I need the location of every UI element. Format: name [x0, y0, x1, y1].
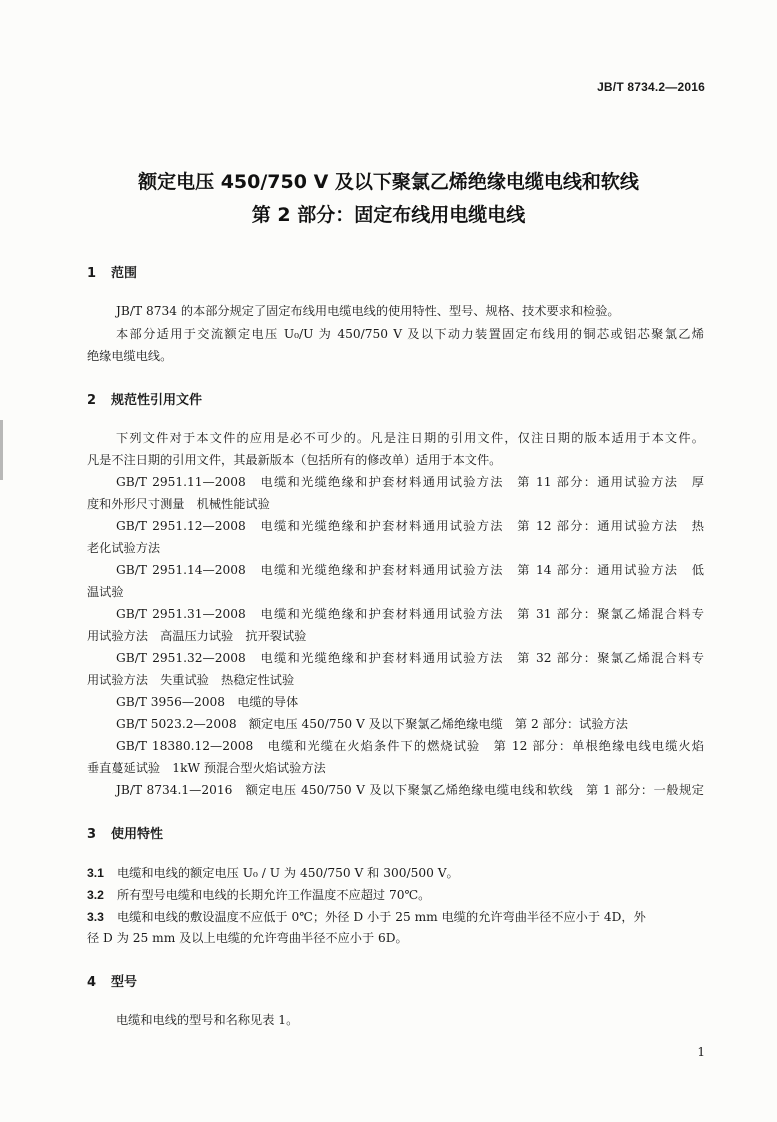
reference-item-cont: 用试验方法 高温压力试验 抗开裂试验	[87, 629, 307, 643]
reference-item-cont: 度和外形尺寸测量 机械性能试验	[87, 497, 270, 511]
section-title: 型号	[111, 975, 138, 990]
scan-artifact	[0, 420, 3, 480]
section-number: 4	[87, 975, 97, 990]
section-1-heading	[87, 262, 137, 281]
reference-item-cont: 温试验	[87, 585, 124, 599]
section-title: 使用特性	[111, 827, 164, 842]
document-code: JB/T 8734.2—2016	[597, 80, 705, 94]
section-1-line-1: JB/T 8734 的本部分规定了固定布线用电缆电线的使用特性、型号、规格、技术要求和检验。	[116, 304, 620, 318]
reference-item: GB/T 2951.14—2008 电缆和光缆绝缘和护套材料通用试验方法 第 14 部分：通用试验方法 低	[116, 563, 704, 577]
reference-item: GB/T 2951.12—2008 电缆和光缆绝缘和护套材料通用试验方法 第 12 部分：通用试验方法 热	[116, 519, 704, 533]
clause-number: 3.1	[87, 866, 104, 880]
section-4-line-1: 电缆和电线的型号和名称见表 1。	[116, 1013, 299, 1027]
clause-3-3	[87, 908, 646, 925]
section-title: 规范性引用文件	[111, 393, 203, 408]
section-4-heading	[87, 971, 137, 990]
reference-item: GB/T 5023.2—2008 额定电压 450/750 V 及以下聚氯乙烯绝缘电缆 第 2 部分：试验方法	[116, 717, 628, 731]
section-number: 3	[87, 827, 97, 842]
reference-item: GB/T 2951.31—2008 电缆和光缆绝缘和护套材料通用试验方法 第 31 部分：聚氯乙烯混合料专	[116, 607, 704, 621]
section-1-line-3: 绝缘电缆电线。	[87, 349, 173, 363]
section-number: 1	[87, 266, 97, 281]
reference-item: GB/T 2951.11—2008 电缆和光缆绝缘和护套材料通用试验方法 第 11 部分：通用试验方法 厚	[116, 475, 704, 489]
clause-text: 电缆和电线的额定电压 U₀ / U 为 450/750 V 和 300/500 V。	[117, 866, 459, 880]
reference-item: GB/T 3956—2008 电缆的导体	[116, 695, 299, 709]
clause-text: 所有型号电缆和电线的长期允许工作温度不应超过 70℃。	[117, 888, 431, 902]
clause-3-2	[87, 886, 430, 903]
clause-3-3-cont: 径 D 为 25 mm 及以上电缆的允许弯曲半径不应小于 6D。	[87, 931, 408, 945]
references-intro-line-2: 凡是不注日期的引用文件，其最新版本（包括所有的修改单）适用于本文件。	[87, 453, 502, 467]
clause-3-1	[87, 864, 459, 881]
reference-item-cont: 用试验方法 失重试验 热稳定性试验	[87, 673, 295, 687]
clause-number: 3.2	[87, 888, 104, 902]
reference-item: GB/T 2951.32—2008 电缆和光缆绝缘和护套材料通用试验方法 第 32 部分：聚氯乙烯混合料专	[116, 651, 704, 665]
reference-item: GB/T 18380.12—2008 电缆和光缆在火焰条件下的燃烧试验 第 12 部分：单根绝缘电线电缆火焰	[116, 739, 704, 753]
section-1-line-2: 本部分适用于交流额定电压 U₀/U 为 450/750 V 及以下动力装置固定布线用的铜芯或铝芯聚氯乙烯	[116, 327, 704, 341]
document-title-line1: 额定电压 450/750 V 及以下聚氯乙烯绝缘电缆电线和软线	[138, 171, 639, 193]
reference-item-cont: 老化试验方法	[87, 541, 161, 555]
section-3-heading	[87, 823, 163, 842]
reference-item: JB/T 8734.1—2016 额定电压 450/750 V 及以下聚氯乙烯绝缘电缆电线和软线 第 1 部分：一般规定	[116, 783, 704, 797]
page-number: 1	[697, 1045, 705, 1059]
section-2-heading	[87, 389, 202, 408]
section-title: 范围	[111, 266, 138, 281]
clause-number: 3.3	[87, 910, 104, 924]
clause-text: 电缆和电线的敷设温度不应低于 0℃；外径 D 小于 25 mm 电缆的允许弯曲半径不应小于 4D，外	[117, 910, 646, 924]
document-title-line2: 第 2 部分：固定布线用电缆电线	[251, 204, 526, 226]
reference-item-cont: 垂直蔓延试验 1kW 预混合型火焰试验方法	[87, 761, 326, 775]
references-intro-line-1: 下列文件对于本文件的应用是必不可少的。凡是注日期的引用文件，仅注日期的版本适用于本文件。	[116, 431, 704, 445]
section-number: 2	[87, 393, 97, 408]
